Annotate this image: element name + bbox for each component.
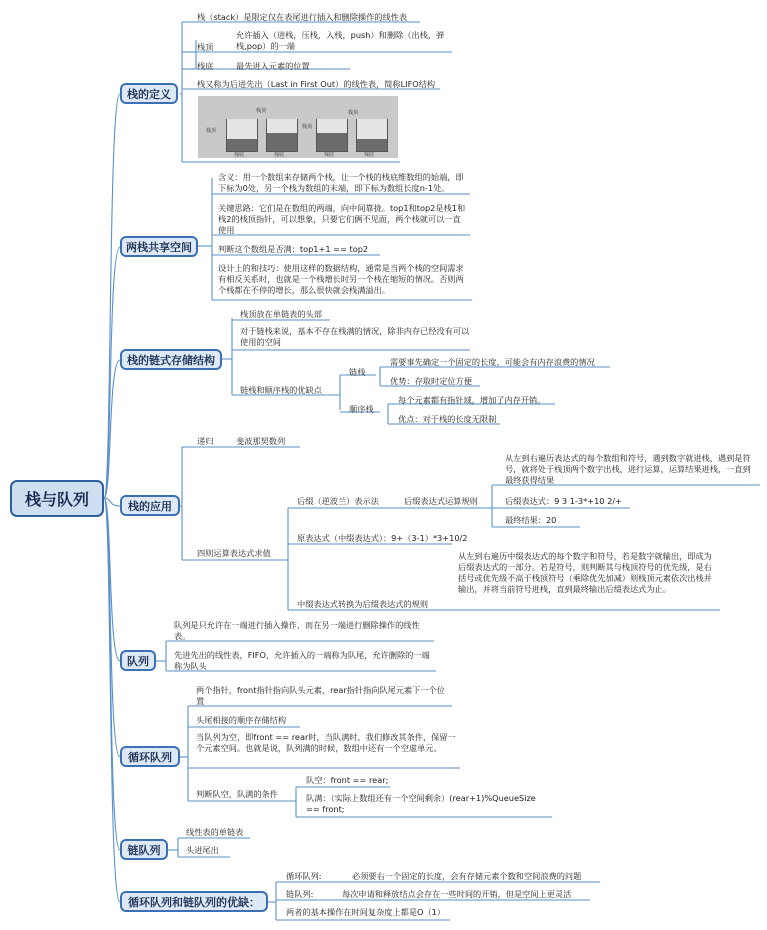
stack-bottom-desc: 最先进入元素的位置 xyxy=(236,61,310,71)
photo-label: 栈底 xyxy=(364,152,375,158)
convert-rule: 从左到右遍历中缀表达式的每个数字和符号，若是数字就输出，即成为后缀表达式的一部分。若是符号，则判断其与栈顶符号的优先级，是右括号或优先级不高于栈顶符号（乘除优先加减）则栈顶元素依次出栈并输出，并将当前符号进栈，直到最终输出后缀表达式为止。 xyxy=(458,551,712,594)
compare-both: 两者的基本操作在时间复杂度上都是O（1） xyxy=(286,907,446,917)
postfix-notation: 后缀（逆波兰）表示法 xyxy=(297,496,379,506)
shared-full-condition: 判断这个数组是否满：top1+1 == top2 xyxy=(218,244,369,254)
topic-label: 栈的定义 xyxy=(127,87,171,101)
linked-compare: 链栈和顺序栈的优缺点 xyxy=(240,385,322,395)
topic-circular-queue[interactable] xyxy=(120,746,180,767)
circular-condition: 判断队空，队满的条件 xyxy=(196,789,278,799)
stack-lifo-text: 栈又称为后进先出（Last in First Out）的线性表，简称LIFO结构 xyxy=(197,79,436,89)
circular-pointers: 两个指针，front指针指向队头元素，rear指针指向队尾元素下一个位置 xyxy=(196,685,445,706)
topic-queue[interactable] xyxy=(120,650,156,671)
shared-tip: 设计上的和技巧：使用这样的数据结构，通常是当两个栈的空间需求有相反关系时，也就是一个栈增长时另一个栈在缩短的情况。否则两个栈都在不停的增长，那么很快就会栈满溢出。 xyxy=(218,263,464,295)
queue-fifo: 先进先出的线性表，FIFO，允许插入的一端称为队尾，允许删除的一端称为队头 xyxy=(174,650,430,671)
apply-recursion: 递归 xyxy=(197,436,214,446)
topic-stack-definition[interactable] xyxy=(120,83,178,104)
topic-label: 循环队列 xyxy=(128,750,172,764)
compare-chain-desc: 每次申请和释放结点会存在一些时间的开销，但是空间上更灵活 xyxy=(342,889,572,899)
postfix-expression: 后缀表达式：9 3 1-3*+10 2/+ xyxy=(505,496,622,506)
postfix-rule: 从左到右遍历表达式的每个数组和符号，遇到数字就进栈，遇到是符号，就将处于栈顶两个数字出栈，进行运算，运算结果进栈，一直到最终获得结果 xyxy=(505,453,751,485)
topic-linked-queue[interactable] xyxy=(120,839,168,860)
photo-label: 栈顶 xyxy=(256,108,267,114)
topic-label: 栈的应用 xyxy=(128,499,172,513)
photo-label: 栈顶 xyxy=(206,128,217,134)
stack-definition-text: 栈（stack）是限定仅在表尾进行插入和删除操作的线性表 xyxy=(197,12,408,22)
topic-stack-application[interactable] xyxy=(120,495,180,516)
topic-label: 两栈共享空间 xyxy=(126,240,192,254)
infix-expression: 原表达式（中缀表达式）：9+（3-1）*3+10/2 xyxy=(297,533,468,543)
photo-label: 栈底 xyxy=(234,152,245,158)
root-topic[interactable] xyxy=(10,480,104,517)
compare-circular-label: 循环队列: xyxy=(286,871,322,881)
photo-label: 栈底 xyxy=(274,152,285,158)
seq-pro: 优势：存取时定位方便 xyxy=(390,376,472,386)
stack-top-desc: 允许插入（进栈，压栈，入栈，push）和删除（出栈，弹栈,pop）的一端 xyxy=(236,30,445,51)
shared-idea: 关键思路：它们是在数组的两端，向中间靠拢。top1和top2是栈1和栈2的栈顶指针，可以想象，只要它们俩不见面，两个栈就可以一直使用 xyxy=(218,203,466,235)
topic-queue-comparison[interactable] xyxy=(120,891,268,912)
seq-con: 需要事先确定一个固定的长度，可能会有内存浪费的情况 xyxy=(390,357,595,367)
chain-pro: 优点：对于栈的长度无限制 xyxy=(398,414,497,424)
circular-empty-note: 当队列为空，即front == rear时，当队满时，我们修改其条件，保留一个元素空间。也就是说，队列满的时候，数组中还有一个空虚单元。 xyxy=(196,732,456,753)
topic-linked-stack[interactable] xyxy=(120,349,222,370)
circular-empty: 队空：front == rear; xyxy=(306,775,389,785)
apply-fibonacci: 斐波那契数列 xyxy=(236,436,286,446)
postfix-rule-label: 后缀表达式运算规则 xyxy=(404,496,478,506)
photo-label: 栈顶 xyxy=(302,124,313,130)
compare-chain-label: 链队列: xyxy=(286,889,314,899)
queue-definition: 队列是只允许在一端进行插入操作，而在另一端进行删除操作的线性表。 xyxy=(174,620,420,641)
chain-con: 每个元素都有指针域，增加了内存开销。 xyxy=(398,395,546,405)
topic-label: 队列 xyxy=(127,654,149,668)
apply-calc: 四则运算表达式求值 xyxy=(197,548,271,558)
convert-rule-label: 中缀表达式转换为后缀表达式的规则 xyxy=(297,599,429,609)
stack-top-label: 栈顶 xyxy=(197,42,214,52)
topic-shared-space[interactable] xyxy=(120,236,198,257)
postfix-result: 最终结果：20 xyxy=(505,515,557,525)
topic-label: 栈的链式存储结构 xyxy=(127,353,215,367)
linkq-single: 线性表的单链表 xyxy=(186,827,244,837)
topic-label: 循环队列和链队列的优缺： xyxy=(128,895,260,909)
linkq-ends: 头进尾出 xyxy=(186,845,219,855)
root-label: 栈与队列 xyxy=(24,490,89,509)
compare-circular-desc: 必须要右一个固定的长度，会有存储元素个数和空间浪费的问题 xyxy=(352,871,582,881)
photo-label: 栈底 xyxy=(324,152,335,158)
seq-stack-label: 顺序栈 xyxy=(349,404,374,414)
circular-storage: 头尾相接的顺序存储结构 xyxy=(196,715,287,725)
linked-head: 栈顶放在单链表的头部 xyxy=(240,309,322,319)
stack-illustration-photo xyxy=(198,96,398,158)
circular-full: 队满：（实际上数组还有一个空间剩余）(rear+1)%QueueSize == front; xyxy=(306,793,536,814)
stack-bottom-label: 栈底 xyxy=(197,61,214,71)
linked-no-full: 对于链栈来说，基本不存在栈满的情况，除非内存已经没有可以使用的空间 xyxy=(240,326,470,347)
shared-meaning: 含义：用一个数组来存储两个栈，让一个栈的栈底维数组的始端，即下标为0处，另一个栈为数组的末端，即下标为数组长度n-1处。 xyxy=(218,172,464,193)
chain-stack-label: 链栈 xyxy=(349,367,366,377)
topic-label: 链队列 xyxy=(127,843,161,857)
photo-label: 栈顶 xyxy=(348,110,359,116)
